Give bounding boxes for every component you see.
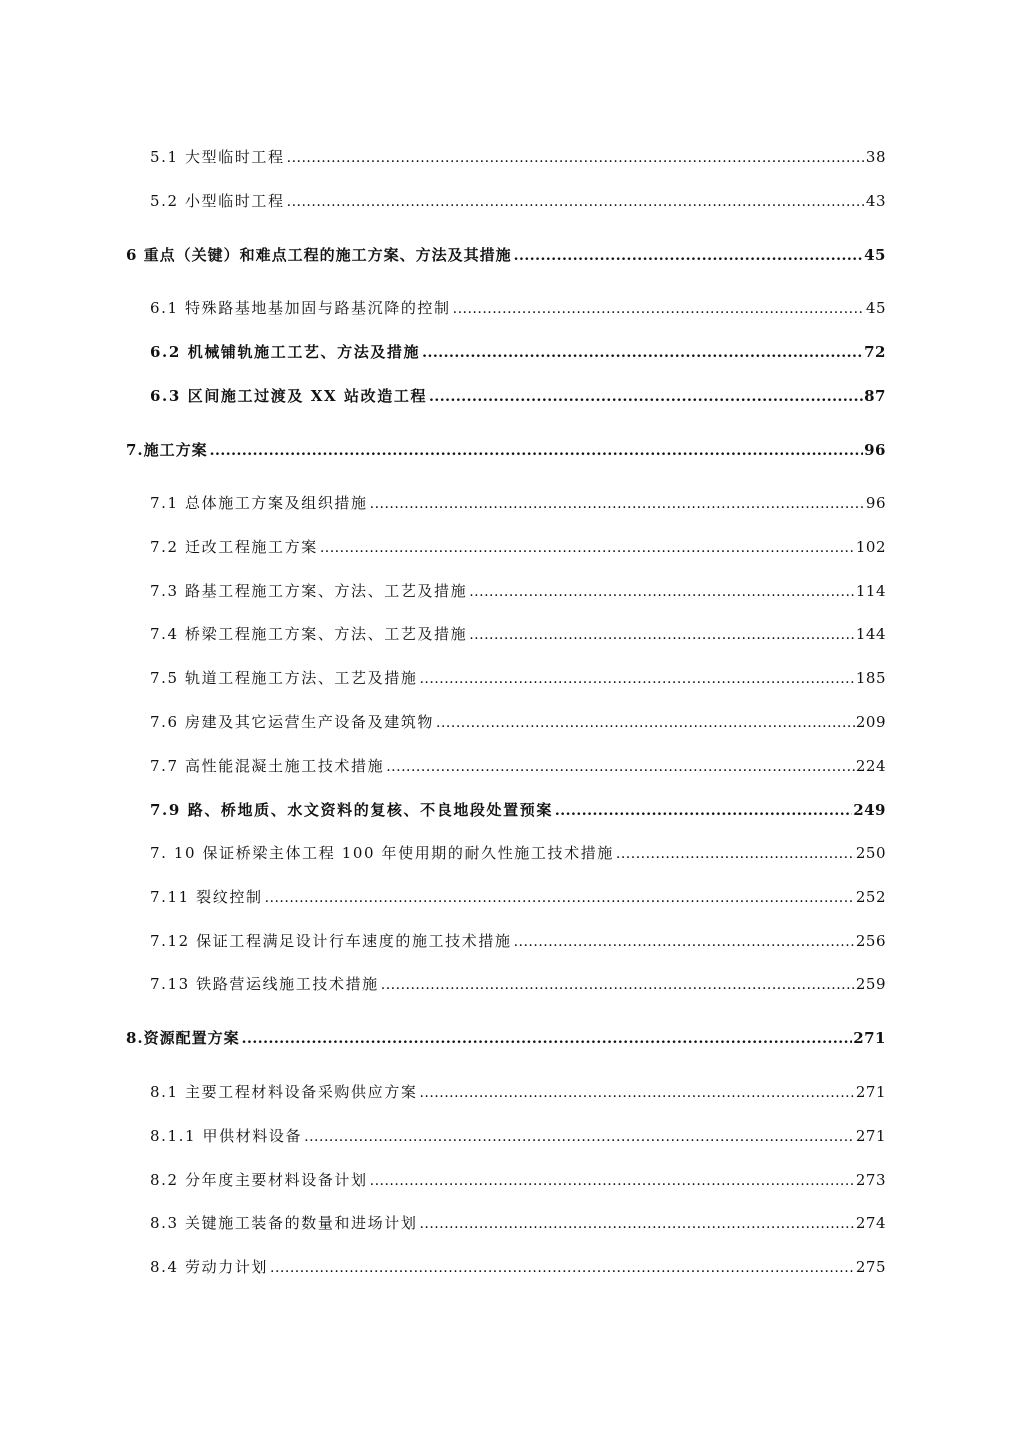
- toc-dot-leader: [469, 623, 855, 646]
- toc-entry-7-7[interactable]: [150, 754, 886, 778]
- toc-entry-6-2[interactable]: [150, 340, 886, 364]
- toc-entry-title: 7.3 路基工程施工方案、方法、工艺及措施: [150, 582, 468, 600]
- toc-entry-title: 7. 10 保证桥梁主体工程 100 年使用期的耐久性施工技术措施: [150, 844, 614, 862]
- toc-page-number: 87: [864, 387, 886, 405]
- toc-dot-leader: [422, 341, 863, 364]
- toc-dot-leader: [514, 244, 863, 267]
- toc-page-number: 144: [855, 625, 886, 643]
- toc-dot-leader: [270, 1256, 855, 1279]
- toc-page-number: 224: [855, 757, 886, 775]
- toc-entry-5-2[interactable]: [150, 189, 886, 213]
- toc-entry-title: 7.1 总体施工方案及组织措施: [150, 494, 368, 512]
- toc-dot-leader: [429, 385, 863, 408]
- toc-entry-title: 8.1.1 甲供材料设备: [150, 1127, 303, 1145]
- toc-entry-7-12[interactable]: [150, 929, 886, 953]
- toc-entry-title: 7.6 房建及其它运营生产设备及建筑物: [150, 713, 435, 731]
- toc-entry-7-11[interactable]: [150, 885, 886, 909]
- toc-dot-leader: [386, 755, 855, 778]
- toc-page-number: 249: [853, 801, 886, 819]
- toc-entry-title: 5.1 大型临时工程: [150, 148, 285, 166]
- toc-entry-title: 7.9 路、桥地质、水文资料的复核、不良地段处置预案: [150, 801, 553, 819]
- toc-dot-leader: [419, 1081, 854, 1104]
- toc-dot-leader: [210, 439, 863, 462]
- toc-page-number: 271: [855, 1083, 886, 1101]
- toc-dot-leader: [265, 886, 855, 909]
- toc-page-number: 209: [855, 713, 886, 731]
- toc-entry-title: 6.2 机械铺轨施工工艺、方法及措施: [150, 343, 421, 361]
- toc-entry-title: 5.2 小型临时工程: [150, 192, 285, 210]
- toc-page-number: 271: [855, 1127, 886, 1145]
- toc-entry-8-4[interactable]: [150, 1255, 886, 1279]
- toc-page-number: 256: [855, 932, 886, 950]
- toc-page-number: 271: [853, 1029, 886, 1047]
- toc-entry-title: 7.13 铁路营运线施工技术措施: [150, 975, 379, 993]
- toc-dot-leader: [436, 711, 855, 734]
- toc-page-number: 96: [864, 441, 886, 459]
- toc-dot-leader: [242, 1027, 853, 1050]
- toc-page-number: 43: [865, 192, 886, 210]
- toc-dot-leader: [453, 297, 865, 320]
- toc-entry-7-4[interactable]: [150, 622, 886, 646]
- toc-dot-leader: [469, 580, 855, 603]
- toc-entry-7-10[interactable]: [150, 841, 886, 865]
- toc-entry-6-1[interactable]: [150, 296, 886, 320]
- toc-entry-title: 8.资源配置方案: [126, 1029, 240, 1047]
- toc-entry-7-2[interactable]: [150, 535, 886, 559]
- toc-entry-title: 8.3 关键施工装备的数量和进场计划: [150, 1214, 418, 1232]
- toc-dot-leader: [370, 492, 865, 515]
- toc-page-number: 96: [865, 494, 886, 512]
- toc-page-number: 275: [855, 1258, 886, 1276]
- toc-dot-leader: [370, 1169, 855, 1192]
- toc-entry-title: 8.4 劳动力计划: [150, 1258, 269, 1276]
- toc-entry-7-6[interactable]: [150, 710, 886, 734]
- toc-entry-5-1[interactable]: [150, 145, 886, 169]
- toc-entry-8[interactable]: [126, 1026, 886, 1050]
- toc-dot-leader: [304, 1125, 855, 1148]
- toc-page-number: 252: [855, 888, 886, 906]
- toc-entry-7[interactable]: [126, 438, 886, 462]
- toc-dot-leader: [287, 190, 865, 213]
- toc-entry-title: 7.11 裂纹控制: [150, 888, 263, 906]
- toc-entry-7-1[interactable]: [150, 491, 886, 515]
- toc-entry-7-13[interactable]: [150, 972, 886, 996]
- toc-entry-8-1[interactable]: [150, 1080, 886, 1104]
- toc-page-number: 38: [865, 148, 886, 166]
- toc-dot-leader: [514, 930, 855, 953]
- toc-dot-leader: [555, 799, 852, 822]
- toc-page-number: 259: [855, 975, 886, 993]
- toc-entry-title: 6.1 特殊路基地基加固与路基沉降的控制: [150, 299, 451, 317]
- toc-entry-title: 7.7 高性能混凝土施工技术措施: [150, 757, 385, 775]
- toc-dot-leader: [320, 536, 855, 559]
- toc-page-number: 273: [855, 1171, 886, 1189]
- toc-entry-8-3[interactable]: [150, 1211, 886, 1235]
- toc-entry-6[interactable]: [126, 243, 886, 267]
- toc-page-number: 250: [855, 844, 886, 862]
- toc-entry-title: 7.施工方案: [126, 441, 208, 459]
- toc-page-number: 45: [864, 246, 886, 264]
- toc-entry-title: 7.12 保证工程满足设计行车速度的施工技术措施: [150, 932, 512, 950]
- toc-entry-title: 7.4 桥梁工程施工方案、方法、工艺及措施: [150, 625, 468, 643]
- toc-page-number: 45: [865, 299, 886, 317]
- toc-entry-title: 6.3 区间施工过渡及 XX 站改造工程: [150, 387, 428, 405]
- toc-page-number: 72: [864, 343, 886, 361]
- toc-dot-leader: [419, 667, 854, 690]
- toc-entry-title: 8.2 分年度主要材料设备计划: [150, 1171, 368, 1189]
- toc-entry-7-5[interactable]: [150, 666, 886, 690]
- toc-dot-leader: [381, 973, 855, 996]
- toc-dot-leader: [616, 842, 855, 865]
- toc-entry-title: 7.5 轨道工程施工方法、工艺及措施: [150, 669, 418, 687]
- toc-page-number: 185: [855, 669, 886, 687]
- toc-entry-8-1-1[interactable]: [150, 1124, 886, 1148]
- toc-entry-7-9[interactable]: [150, 798, 886, 822]
- toc-page-number: 114: [855, 582, 886, 600]
- toc-entry-8-2[interactable]: [150, 1168, 886, 1192]
- toc-entry-title: 8.1 主要工程材料设备采购供应方案: [150, 1083, 418, 1101]
- toc-entry-6-3[interactable]: [150, 384, 886, 408]
- toc-dot-leader: [287, 146, 865, 169]
- toc-dot-leader: [419, 1212, 854, 1235]
- toc-entry-title: 6 重点（关键）和难点工程的施工方案、方法及其措施: [126, 246, 512, 264]
- toc-entry-title: 7.2 迁改工程施工方案: [150, 538, 318, 556]
- toc-page-number: 274: [855, 1214, 886, 1232]
- toc-page-number: 102: [855, 538, 886, 556]
- toc-entry-7-3[interactable]: [150, 579, 886, 603]
